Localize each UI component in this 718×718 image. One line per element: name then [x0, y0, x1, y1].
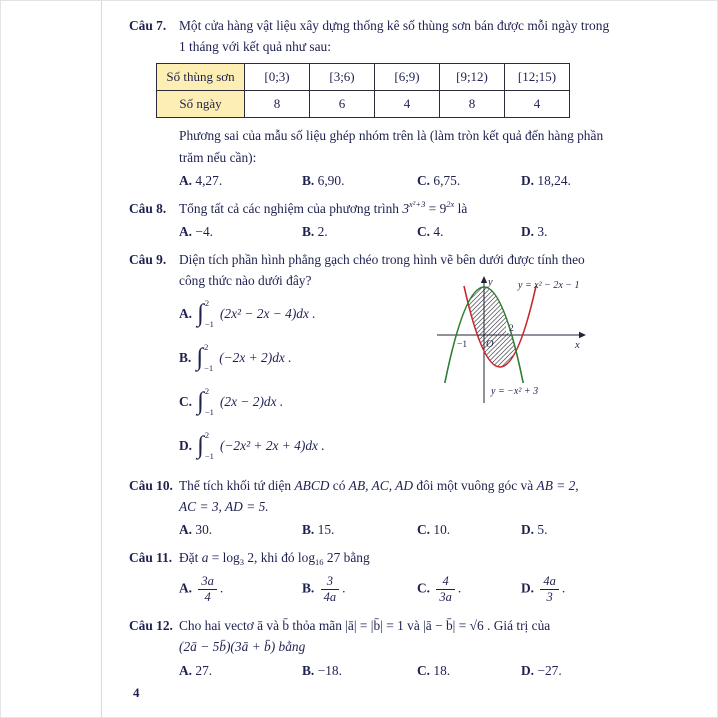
option-9-d-expr: (−2x² + 2x + 4)dx . — [219, 437, 325, 453]
q11-var-a: a — [201, 550, 209, 566]
answer-7-c — [417, 170, 521, 191]
answer-11-b-letter: B. — [302, 580, 315, 596]
y-axis-arrow — [481, 276, 487, 283]
table-bin-4: [12;15) — [505, 64, 570, 91]
x-axis-arrow — [579, 332, 586, 338]
answer-8-c-letter: C. — [417, 224, 431, 240]
fraction-a-den: 4 — [198, 589, 217, 605]
option-9-c-expr: (2x − 2)dx . — [219, 393, 284, 409]
table-count-0: 8 — [245, 91, 310, 118]
answer-8-d — [521, 221, 647, 242]
table-header-bins: Số thùng sơn — [157, 64, 245, 91]
table-header-days: Số ngày — [157, 91, 245, 118]
q11-text3: 2, khi đó log — [244, 550, 316, 566]
answer-11-c-letter: C. — [417, 580, 431, 596]
question-8 — [129, 198, 647, 242]
power-exponent-2: 2x — [446, 198, 455, 209]
answer-12-c-letter: C. — [417, 662, 431, 678]
answer-10-b-value: 15. — [317, 521, 335, 537]
answer-10-c-value: 10. — [433, 521, 451, 537]
answer-7-b — [302, 170, 417, 191]
table-count-1: 6 — [310, 91, 375, 118]
answer-12-d — [521, 660, 647, 681]
log-sub-3: 3 — [239, 557, 244, 568]
q10-var2: AB, AC, AD — [348, 477, 414, 493]
answer-7-c-value: 6,75. — [433, 172, 461, 188]
answer-7-b-letter: B. — [302, 172, 315, 188]
fraction-d-num: 4a — [543, 573, 556, 588]
option-9-a-expr: (2x² − 2x − 4)dx . — [219, 305, 316, 321]
question-9-body — [179, 249, 647, 467]
q10-text2: có — [329, 477, 349, 493]
curve-label-bottom: y = −x² + 3 — [491, 386, 539, 398]
integral-sign-c: ∫ 2 −1 — [197, 385, 214, 418]
fraction-a-num: 3a — [201, 573, 214, 588]
question-8-text-part1: Tổng tất cả các nghiệm của phương trình — [179, 200, 403, 216]
answer-11-a — [179, 574, 302, 605]
table-bin-2: [6;9) — [375, 64, 440, 91]
question-10-text-line2: AC = 3, AD = 5. — [179, 498, 269, 514]
answer-12-d-value: −27. — [537, 662, 562, 678]
frequency-table — [156, 63, 570, 118]
answer-7-a-value: 4,27. — [195, 172, 223, 188]
option-9-b-expr: (−2x + 2)dx . — [219, 349, 292, 365]
option-9-c-letter: C. — [179, 393, 193, 409]
question-12-text-line1: Cho hai vectơ ā và b̄ thỏa mãn |ā| = |b̄| = 1 và |ā − b̄| = √6 . Giá trị của — [179, 618, 551, 634]
fraction-b-num: 3 — [326, 573, 334, 588]
y-axis-label: y — [488, 277, 493, 289]
answer-8-c-value: 4. — [433, 224, 444, 240]
answer-7-d-value: 18,24. — [537, 172, 571, 188]
answer-10-a-value: 30. — [195, 521, 213, 537]
answer-8-a — [179, 221, 302, 242]
answer-10-d — [521, 519, 647, 540]
answer-12-a-letter: A. — [179, 662, 193, 678]
table-bin-0: [0;3) — [245, 64, 310, 91]
fraction-b-den: 4a — [321, 589, 340, 605]
answer-8-b — [302, 221, 417, 242]
question-10 — [129, 475, 647, 541]
answer-12-c — [417, 660, 521, 681]
answer-12-c-value: 18. — [433, 662, 451, 678]
table-count-3: 8 — [440, 91, 505, 118]
q10-text3: đôi một vuông góc và — [413, 477, 537, 493]
answer-11-b — [302, 574, 417, 605]
answer-12-b-value: −18. — [317, 662, 342, 678]
answer-7-a — [179, 170, 302, 191]
question-12-body — [179, 615, 647, 681]
question-8-answers — [179, 221, 647, 242]
answer-10-b — [302, 519, 417, 540]
answer-7-a-letter: A. — [179, 172, 193, 188]
question-11-text — [179, 547, 647, 568]
x-axis-label: x — [575, 340, 580, 352]
question-9-text-line1: Diện tích phần hình phẳng gạch chéo trong hình vẽ bên dưới được tính theo — [179, 252, 585, 268]
question-8-body — [179, 198, 647, 242]
answer-11-a-dot: . — [219, 580, 224, 596]
question-7-answers — [179, 170, 647, 191]
left-margin-line — [101, 1, 102, 717]
question-12-text-line2: (2ā − 5b̄)(3ā + b̄) bằng — [179, 639, 306, 655]
question-7-text-line4: trăm nếu cần): — [179, 149, 257, 165]
question-7-text-line3: Phương sai của mẫu số liệu ghép nhóm trên là (làm tròn kết quả đến hàng phần — [179, 128, 604, 144]
question-7-text-line1: Một cửa hàng vật liệu xây dựng thống kê số thùng sơn bán được mỗi ngày trong — [179, 18, 610, 33]
power-exponent-1: x²+3 — [409, 198, 426, 209]
question-12 — [129, 615, 647, 681]
answer-10-c-letter: C. — [417, 521, 431, 537]
answer-11-c — [417, 574, 521, 605]
answer-11-b-dot: . — [342, 580, 346, 596]
question-8-equals: = 9 — [425, 200, 447, 216]
answer-12-d-letter: D. — [521, 662, 535, 678]
tick-minus1-label: −1 — [457, 340, 468, 351]
question-7-body — [166, 15, 647, 191]
answer-11-d-fraction — [540, 574, 559, 605]
q11-text4: 27 bằng — [323, 550, 370, 566]
power-base-3: 3 — [402, 200, 410, 216]
table-bin-3: [9;12) — [440, 64, 505, 91]
q10-var1: ABCD — [294, 477, 330, 493]
table-count-4: 4 — [505, 91, 570, 118]
answer-12-a — [179, 660, 302, 681]
option-9-b-letter: B. — [179, 349, 192, 365]
answer-11-d — [521, 574, 647, 605]
answer-7-d — [521, 170, 647, 191]
q10-var3: AB = 2, — [536, 477, 579, 493]
question-12-answers — [179, 660, 647, 681]
question-10-label: Câu 10. — [129, 477, 173, 493]
question-10-body — [179, 475, 647, 541]
integral-upper-d: 2 — [204, 429, 210, 440]
fraction-d-den: 3 — [540, 589, 559, 605]
table-row-bins — [157, 64, 570, 91]
answer-12-b — [302, 660, 417, 681]
option-9-d — [179, 424, 647, 468]
table-row-counts — [157, 91, 570, 118]
question-7-text-line2: 1 tháng với kết quả như sau: — [179, 39, 331, 55]
tick-2-label: 2 — [509, 324, 514, 335]
log-sub-16: 16 — [315, 557, 324, 568]
origin-label: O — [486, 339, 494, 351]
answer-8-d-value: 3. — [537, 224, 548, 240]
answer-11-a-letter: A. — [179, 580, 193, 596]
question-7-label: Câu 7. — [129, 18, 167, 33]
table-bin-1: [3;6) — [310, 64, 375, 91]
integral-upper-b: 2 — [204, 341, 209, 352]
question-11-answers — [179, 570, 647, 608]
table-count-2: 4 — [375, 91, 440, 118]
question-7 — [129, 15, 647, 191]
answer-10-a — [179, 519, 302, 540]
page-number: 4 — [133, 685, 140, 700]
question-9-label: Câu 9. — [129, 252, 167, 268]
integral-sign-a: ∫ 2 −1 — [197, 297, 214, 330]
answer-8-b-letter: B. — [302, 224, 315, 240]
question-8-text — [179, 198, 647, 219]
integral-lower-a: −1 — [204, 319, 214, 330]
integral-lower-c: −1 — [204, 407, 214, 418]
answer-8-c — [417, 221, 521, 242]
question-11-body — [179, 547, 647, 608]
question-12-label: Câu 12. — [129, 618, 173, 634]
question-10-text-line1 — [179, 475, 647, 496]
answer-12-b-letter: B. — [302, 662, 315, 678]
page-content — [129, 15, 647, 688]
answer-7-d-letter: D. — [521, 172, 535, 188]
question-8-label: Câu 8. — [129, 200, 167, 216]
q10-text1: Thể tích khối tứ diện — [179, 477, 295, 493]
answer-7-c-letter: C. — [417, 172, 431, 188]
answer-8-d-letter: D. — [521, 224, 535, 240]
question-11 — [129, 547, 647, 608]
integral-upper-a: 2 — [204, 297, 210, 308]
answer-8-a-value: −4. — [195, 224, 213, 240]
answer-11-d-dot: . — [561, 580, 566, 596]
integral-lower-d: −1 — [204, 451, 214, 462]
integral-sign-d: ∫ 2 −1 — [197, 429, 214, 462]
answer-7-b-value: 6,90. — [317, 172, 345, 188]
answer-11-d-letter: D. — [521, 580, 535, 596]
answer-12-a-value: 27. — [195, 662, 213, 678]
integral-lower-b: −1 — [204, 363, 214, 374]
question-9 — [129, 249, 647, 467]
answer-11-a-fraction — [198, 574, 217, 605]
answer-10-d-letter: D. — [521, 521, 535, 537]
answer-10-a-letter: A. — [179, 521, 193, 537]
answer-11-c-fraction — [436, 574, 455, 605]
question-11-label: Câu 11. — [129, 550, 173, 566]
q11-text2: = log — [208, 550, 240, 566]
answer-8-a-letter: A. — [179, 224, 193, 240]
integral-upper-c: 2 — [204, 385, 210, 396]
answer-10-b-letter: B. — [302, 521, 315, 537]
question-10-answers — [179, 519, 647, 540]
answer-11-c-dot: . — [457, 580, 462, 596]
q9-parabolas-graph — [429, 273, 604, 411]
curve-label-top: y = x² − 2x − 1 — [518, 280, 580, 292]
answer-8-b-value: 2. — [317, 224, 328, 240]
q11-text1: Đặt — [179, 550, 202, 566]
question-9-text-line2: công thức nào dưới đây? — [179, 273, 312, 289]
fraction-c-den: 3a — [436, 589, 455, 605]
answer-11-b-fraction — [321, 574, 340, 605]
question-8-text-part2: là — [454, 200, 468, 216]
option-9-a-letter: A. — [179, 305, 193, 321]
answer-10-d-value: 5. — [537, 521, 548, 537]
answer-10-c — [417, 519, 521, 540]
integral-sign-b: ∫ 2 −1 — [196, 341, 214, 374]
fraction-c-num: 4 — [442, 573, 449, 588]
option-9-d-letter: D. — [179, 437, 193, 453]
